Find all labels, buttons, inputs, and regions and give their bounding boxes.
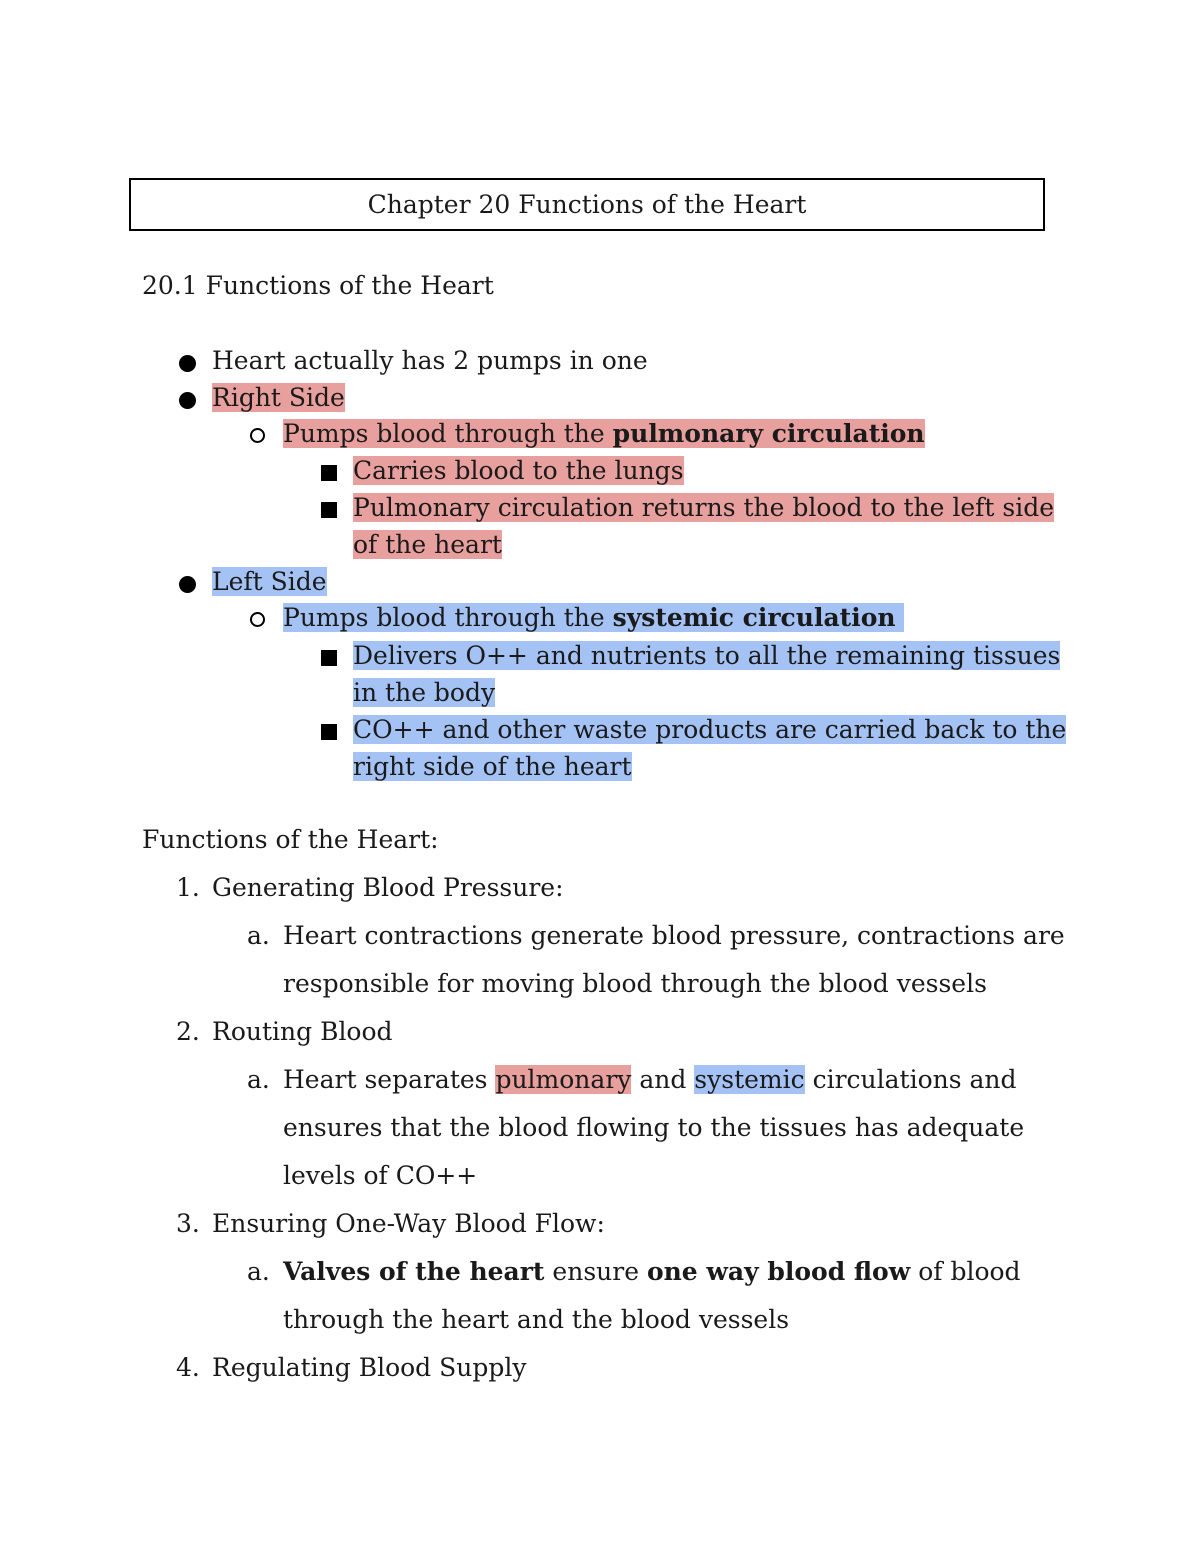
function-3-label: Ensuring One-Way Blood Flow: [212,1209,605,1238]
function-4-label: Regulating Blood Supply [212,1353,527,1382]
right-sub-item-1: Carries blood to the lungs [353,456,684,485]
left-sub-item-2-line-1: CO++ and other waste products are carried back to the [353,715,1067,744]
systemic-highlight: systemic [694,1065,805,1094]
bullet-disc-icon [179,576,196,593]
chapter-title-box [129,178,1045,231]
left-sub-item-1-line-1: Delivers O++ and nutrients to all the remaining tissues [353,641,1061,670]
bullet-heart-pumps: Heart actually has 2 pumps in one [212,346,648,375]
right-sub-item-2-line-2: of the heart [353,530,502,559]
right-sub-item-2-line-1: Pulmonary circulation returns the blood to the left side [353,493,1055,522]
function-1-sub-line-1: Heart contractions generate blood pressure, contractions are [283,921,1065,950]
left-sub-item-2-line-2: right side of the heart [353,752,632,781]
chapter-title: Chapter 20 Functions of the Heart [367,190,807,219]
bullet-square-icon [321,650,337,666]
bullet-square-icon [321,465,337,481]
right-side-label: Right Side [212,383,345,412]
systemic-circulation-term: systemic circulation [612,603,896,632]
bullet-circle-icon [250,428,265,443]
bullet-disc-icon [179,392,196,409]
right-side-sub [283,419,925,449]
list-letter: a. [247,1065,270,1094]
functions-heading: Functions of the Heart: [142,825,439,854]
left-side-label: Left Side [212,567,327,596]
list-number: 4. [176,1353,200,1382]
bullet-square-icon [321,724,337,740]
function-2-sub-line-2: ensures that the blood flowing to the tissues has adequate [283,1113,1025,1142]
left-sub-item-1-line-2: in the body [353,678,496,707]
right-sub-text: Pumps blood through the [283,419,613,448]
list-number: 3. [176,1209,200,1238]
bullet-disc-icon [179,355,196,372]
function-3-sub-line-1: Valves of the heart ensure one way blood flow of blood [283,1257,1021,1286]
bullet-right-side [212,383,345,413]
list-number: 2. [176,1017,200,1046]
function-1-label: Generating Blood Pressure: [212,873,564,902]
function-3-sub-line-2: through the heart and the blood vessels [283,1305,790,1334]
list-letter: a. [247,921,270,950]
pulmonary-highlight: pulmonary [495,1065,632,1094]
function-2-sub-line-3: levels of CO++ [283,1161,478,1190]
bullet-left-side [212,567,327,597]
left-sub-text: Pumps blood through the [283,603,613,632]
function-2-label: Routing Blood [212,1017,393,1046]
list-number: 1. [176,873,200,902]
left-side-sub [283,603,904,633]
list-letter: a. [247,1257,270,1286]
function-2-sub-line-1: Heart separates pulmonary and systemic circulations and [283,1065,1017,1094]
pulmonary-circulation-term: pulmonary circulation [612,419,925,448]
bullet-square-icon [321,502,337,518]
section-heading: 20.1 Functions of the Heart [142,271,494,300]
bullet-circle-icon [250,612,265,627]
function-1-sub-line-2: responsible for moving blood through the blood vessels [283,969,987,998]
